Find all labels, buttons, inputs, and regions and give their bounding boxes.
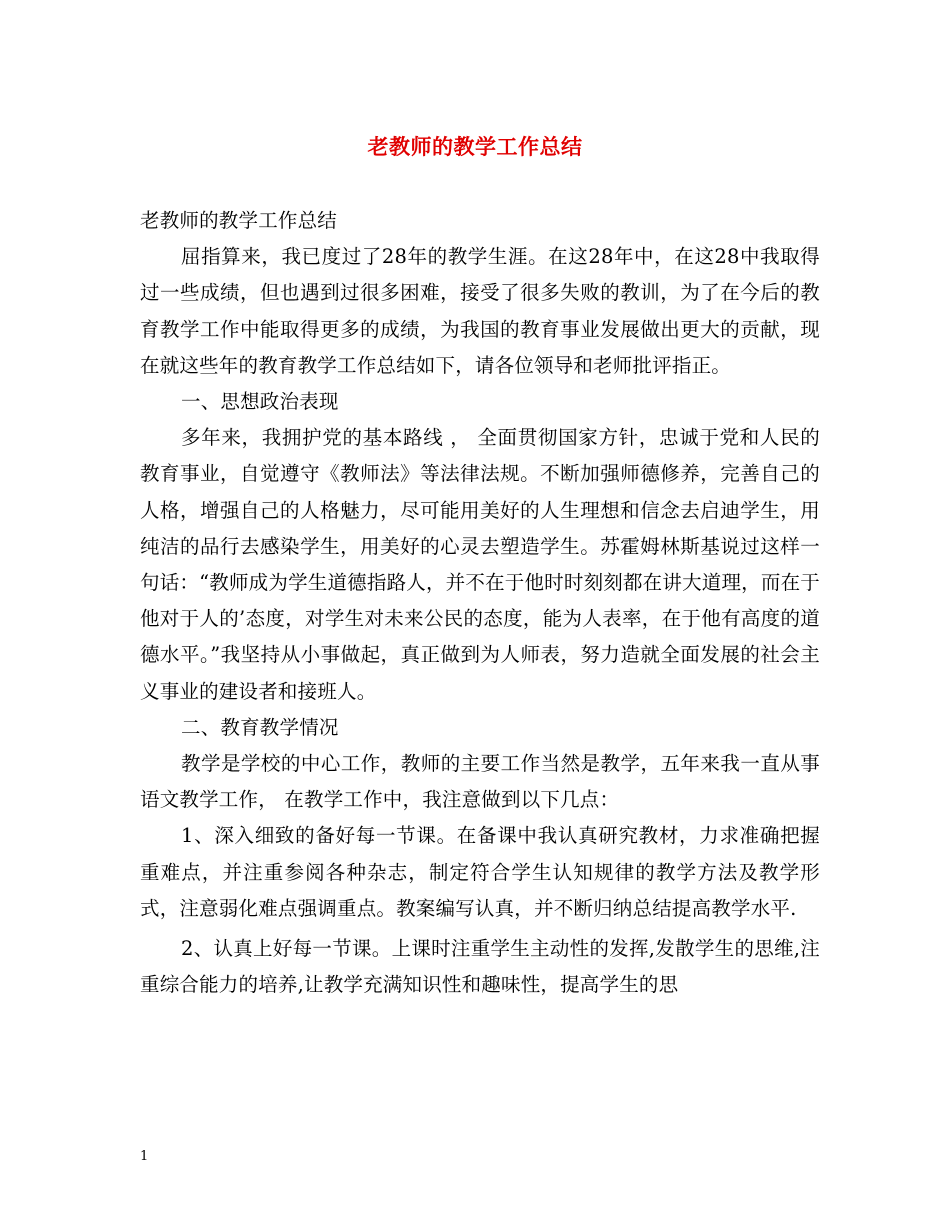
paragraph-intro: 屈指算来，我已度过了28年的教学生涯。在这28年中，在这28中我取得过一些成绩，但也遇到过很多困难，接受了很多失败的教训，为了在今后的教育教学工作中能取得更多的成绩，为我国的教育事业发展做出更大的贡献，现在就这些年的教育教学工作总结如下，请各位领导和老师批评指正。 [140, 245, 820, 377]
body-heading: 老教师的教学工作总结 [140, 209, 338, 232]
paragraph-point-2: 2、认真上好每一节课。上课时注重学生主动性的发挥,发散学生的思维,注重综合能力的培养,让教学充满知识性和趣味性，提高学生的思 [140, 937, 820, 997]
document-body [140, 203, 820, 1003]
document-title: 老教师的教学工作总结 [367, 134, 583, 159]
paragraph-point-1: 1、深入细致的备好每一节课。在备课中我认真研究教材，力求准确把握重难点，并注重参阅各种杂志，制定符合学生认知规律的教学方法及教学形式，注意弱化难点强调重点。教案编写认真，并不断归纳总结提高教学水平. [140, 824, 820, 920]
paragraph-political: 多年来，我拥护党的基本路线 ， 全面贯彻国家方针，忠诚于党和人民的教育事业，自觉遵守《教师法》等法律法规。不断加强师德修养，完善自己的人格，增强自己的人格魅力，尽可能用美好的人生理想和信念去启迪学生，用纯洁的品行去感染学生，用美好的心灵去塑造学生。苏霍姆林斯基说过这样一句话：“教师成为学生道德指路人，并不在于他时时刻刻都在讲大道理，而在于他对于人的’态度，对学生对未来公民的态度，能为人表率，在于他有高度的道德水平。”我坚持从小事做起，真正做到为人师表，努力造就全面发展的社会主义事业的建设者和接班人。 [140, 426, 820, 703]
paragraph-teaching: 教学是学校的中心工作，教师的主要工作当然是教学，五年来我一直从事语文教学工作， 在教学工作中，我注意做到以下几点： [140, 752, 820, 812]
page-number: 1 [140, 1149, 149, 1164]
section-heading-political: 一、思想政治表现 [181, 390, 339, 414]
section-heading-teaching: 二、教育教学情况 [181, 715, 339, 739]
